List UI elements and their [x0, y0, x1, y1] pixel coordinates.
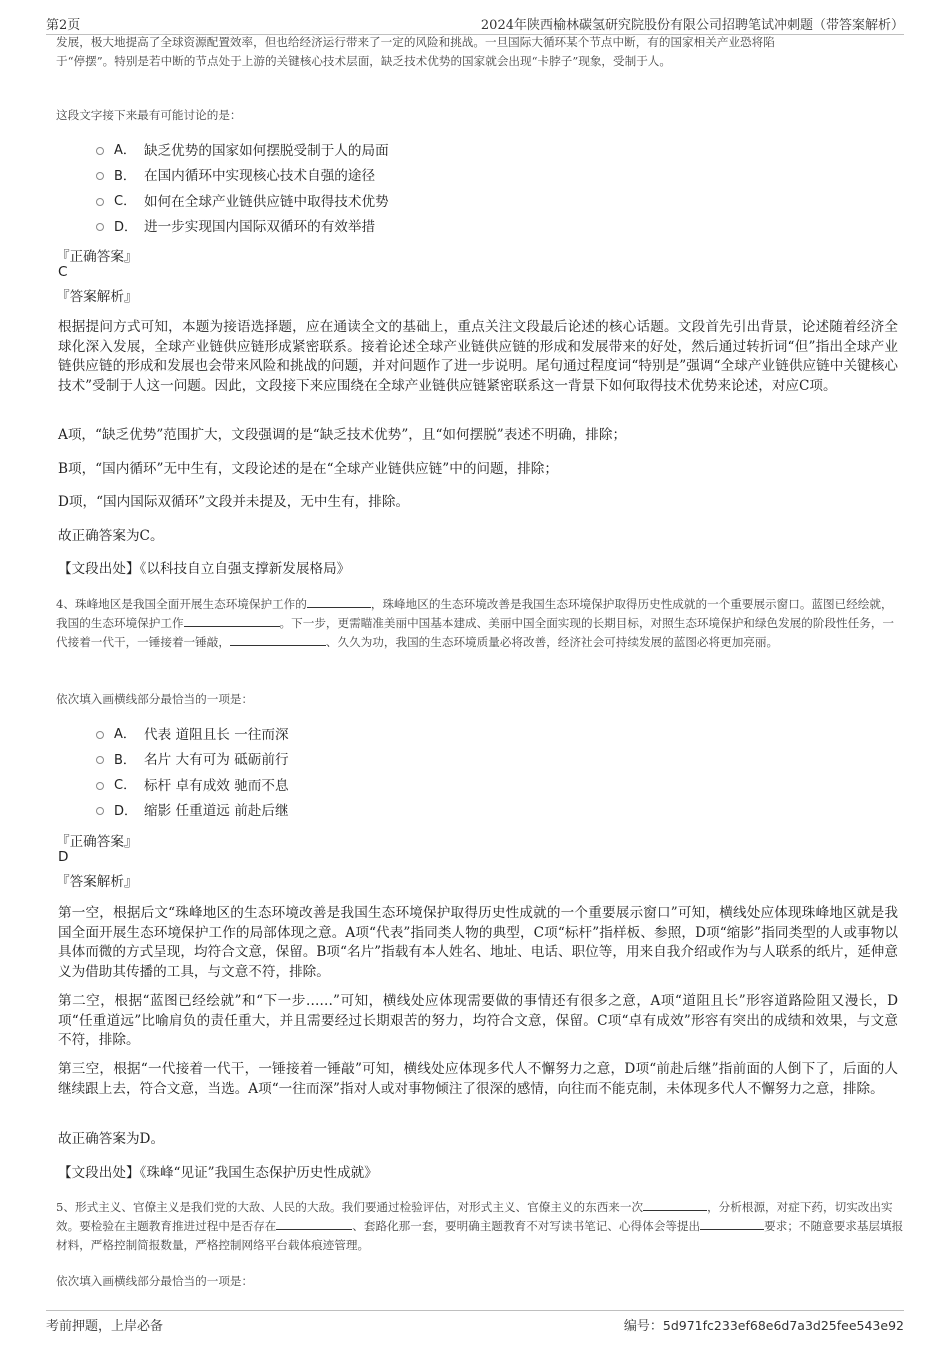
q3-passage-line: 发展，极大地提高了全球资源配置效率，但也给经济运行带来了一定的风险和挑战。一旦国际大循环某个节点中断，有的国家相关产业恐将陷	[56, 35, 775, 49]
q3-option-b[interactable]: B． 在国内循环中实现核心技术自强的途径	[96, 162, 389, 188]
q4-analysis-label: 『答案解析』	[56, 874, 138, 890]
radio-icon[interactable]	[96, 147, 104, 155]
q4-conclusion: 故正确答案为D。	[58, 1131, 165, 1147]
radio-icon[interactable]	[96, 223, 104, 231]
radio-icon[interactable]	[96, 172, 104, 180]
blank-1	[307, 595, 371, 608]
q4-analysis-2: 第二空，根据“蓝图已经绘就”和“下一步……”可知，横线处应体现需要做的事情还有很多之意，A项“道阻且长”形容道路险阻又漫长，D项“任重道远”比喻肩负的责任重大，并且需要经过长期艰苦的努力，均符合文意，保留。C项“卓有成效”形容有突出的成绩和效果，与文意不符，排除。	[58, 993, 898, 1048]
q4-options	[96, 720, 289, 822]
q4-answer-label: 『正确答案』	[56, 834, 138, 850]
q4-source: 【文段出处】《珠峰“见证”我国生态保护历史性成就》	[58, 1165, 378, 1181]
q3-analysis-b: B项，“国内循环”无中生有，文段论述的是在“全球产业链供应链”中的问题，排除；	[58, 461, 558, 477]
page-header	[46, 12, 904, 35]
q4-prompt: 依次填入画横线部分最恰当的一项是：	[56, 692, 254, 706]
blank-3	[230, 633, 326, 646]
q4-answer: D	[58, 849, 69, 865]
q3-answer: C	[58, 264, 68, 280]
q3-analysis-label: 『答案解析』	[56, 289, 138, 305]
blank-1	[643, 1198, 707, 1211]
blank-3	[700, 1217, 764, 1230]
radio-icon[interactable]	[96, 198, 104, 206]
footer-slogan: 考前押题，上岸必备	[46, 1319, 164, 1334]
page-footer	[46, 1310, 904, 1335]
q4-analysis-3: 第三空，根据“一代接着一代干，一锤接着一锤敲”可知，横线处应体现多代人不懈努力之意，D项“前赴后继”指前面的人倒下了，后面的人继续跟上去，符合文意，当选。A项“一往而深”指对人或对事物倾注了很深的感情，向往而不能克制，未体现多代人不懈努力之意，排除。	[58, 1061, 898, 1097]
q5-prompt: 依次填入画横线部分最恰当的一项是：	[56, 1274, 254, 1288]
blank-2	[184, 614, 280, 627]
q3-option-d[interactable]: D． 进一步实现国内国际双循环的有效举措	[96, 213, 389, 239]
q4-option-b[interactable]: B． 名片 大有可为 砥砺前行	[96, 746, 289, 772]
q4-stem: 4、珠峰地区是我国全面开展生态环境保护工作的 ，珠峰地区的生态环境改善是我国生态环境保护取得历史性成就的一个重要展示窗口。蓝图已经绘就，我国的生态环境保护工作 。下一步，更需瞄准美丽中国基本建成、美丽中国全面实现的长期目标，对照生态环境保护和绿色发展的阶段性任务，一代接着一代干，一锤接着一锤敲， 、久久为功，我国的生态环境质量必将改善，经济社会可持续发展的蓝图必将更加亮丽。	[56, 597, 895, 649]
q4-analysis-1: 第一空，根据后文“珠峰地区的生态环境改善是我国生态环境保护取得历史性成就的一个重要展示窗口”可知，横线处应体现珠峰地区就是我国全面开展生态环境保护工作的局部体现之意。A项“代表”指同类人物的典型，C项“标杆”指样板、参照，D项“缩影”指同类型的人或事物以具体而微的方式呈现，均符合文意，保留。B项“名片”指载有本人姓名、地址、电话、职位等，用来自我介绍或作为与人联系的纸片，延伸意义为借助其传播的工具，与文意不符，排除。	[58, 905, 898, 980]
radio-icon[interactable]	[96, 782, 104, 790]
radio-icon[interactable]	[96, 807, 104, 815]
q3-analysis-d: D项，“国内国际双循环”文段并未提及，无中生有，排除。	[58, 494, 410, 510]
q3-prompt: 这段文字接下来最有可能讨论的是：	[56, 108, 242, 122]
q3-conclusion: 故正确答案为C。	[58, 528, 164, 544]
document-code: 编号：5d971fc233ef68e6d7a3d25fee543e92	[623, 1318, 904, 1334]
q3-analysis-main: 根据提问方式可知，本题为接语选择题，应在通读全文的基础上，重点关注文段最后论述的核心话题。文段首先引出背景，论述随着经济全球化深入发展，全球产业链供应链形成紧密联系。接着论述全球产业链供应链的形成和发展带来的好处，然后通过转折词“但”指出全球产业链供应链的形成和发展也会带来风险和挑战的问题，并对问题作了进一步说明。尾句通过程度词“特别是”强调“全球产业链供应链中关键核心技术”受制于人这一问题。因此，文段接下来应围绕在全球产业链供应链紧密联系这一背景下如何取得技术优势来论述，对应C项。	[58, 319, 898, 394]
q4-option-d[interactable]: D． 缩影 任重道远 前赴后继	[96, 797, 289, 823]
q3-analysis-a: A项，“缺乏优势”范围扩大，文段强调的是“缺乏技术优势”，且“如何摆脱”表述不明确，排除；	[58, 427, 627, 443]
q3-source: 【文段出处】《以科技自立自强支撑新发展格局》	[58, 561, 351, 577]
q3-option-a[interactable]: A． 缺乏优势的国家如何摆脱受制于人的局面	[96, 136, 389, 162]
q3-passage-tail	[56, 33, 904, 71]
q3-option-c[interactable]: C． 如何在全球产业链供应链中取得技术优势	[96, 187, 389, 213]
q3-passage-line: 于“停摆”。特别是若中断的节点处于上游的关键核心技术层面，缺乏技术优势的国家就会出现“卡脖子”现象，受制于人。	[56, 54, 671, 68]
radio-icon[interactable]	[96, 756, 104, 764]
blank-2	[276, 1217, 352, 1230]
page-number: 第2页	[46, 18, 81, 33]
q4-option-a[interactable]: A． 代表 道阻且长 一往而深	[96, 720, 289, 746]
q3-options	[96, 136, 389, 238]
q3-answer-label: 『正确答案』	[56, 249, 138, 265]
q4-option-c[interactable]: C． 标杆 卓有成效 驰而不息	[96, 771, 289, 797]
q5-stem: 5、形式主义、官僚主义是我们党的大敌、人民的大敌。我们要通过检验评估，对形式主义、官僚主义的东西来一次 ，分析根源，对症下药，切实改出实效。要检验在主题教育推进过程中是否存在 、套路化那一套，要明确主题教育不对写读书笔记、心得体会等提出 要求；不随意要求基层填报材料，严格控制简报数量，严格控制网络平台载体痕迹管理。	[56, 1200, 904, 1252]
radio-icon[interactable]	[96, 731, 104, 739]
document-title: 2024年陕西榆林碳氢研究院股份有限公司招聘笔试冲刺题（带答案解析）	[480, 18, 904, 33]
